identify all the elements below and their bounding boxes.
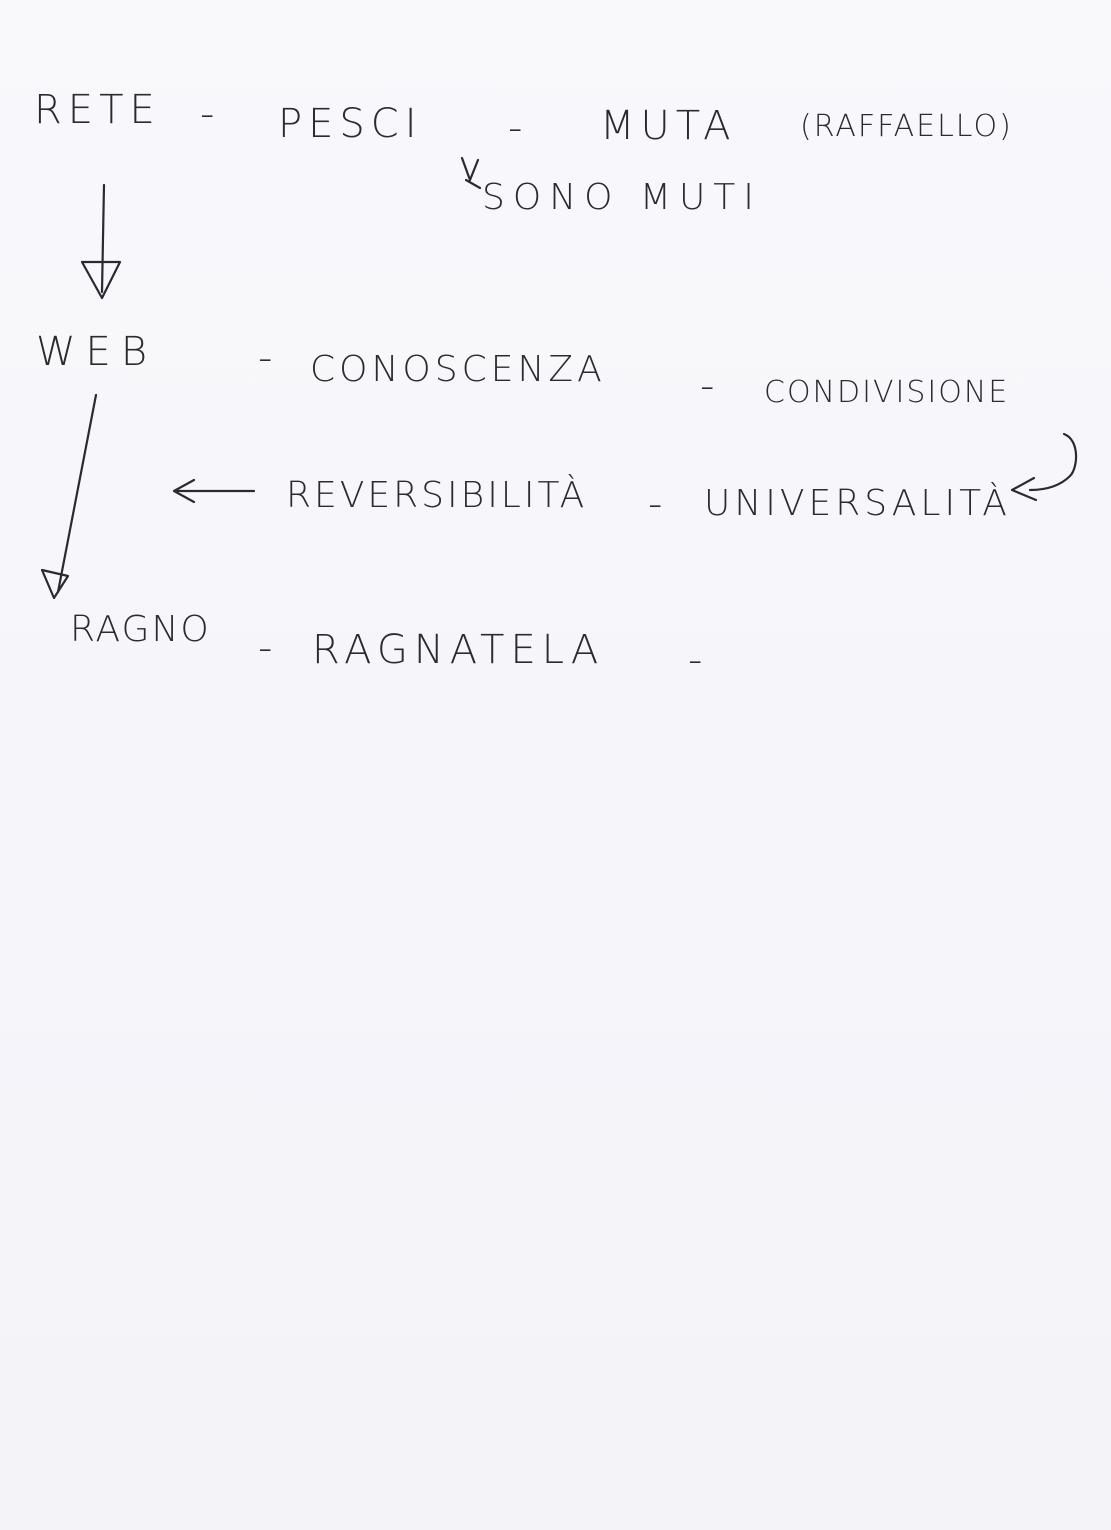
- dash-trailing: -: [688, 637, 709, 683]
- arrow-condivisione-head: [1012, 478, 1036, 500]
- word-ragnatela: RAGNATELA: [312, 627, 605, 673]
- word-muta: MUTA: [600, 103, 737, 149]
- arrow-left-reversibilita: [174, 480, 254, 502]
- word-raffaello: (RAFFAELLO): [800, 109, 1013, 144]
- dash-conoscenza-condivisione: -: [700, 363, 721, 409]
- dash-pesci-muta: -: [508, 105, 529, 151]
- dash-ragno-ragnatela: -: [258, 625, 279, 671]
- word-universalita: UNIVERSALITÀ: [704, 483, 1011, 524]
- word-ragno: RAGNO: [70, 609, 211, 650]
- dash-rete-pesci: -: [200, 91, 221, 137]
- word-conoscenza: CONOSCENZA: [310, 349, 606, 390]
- annotation-sono-muti: SONO MUTI: [482, 177, 762, 218]
- dash-web-conoscenza: -: [258, 335, 279, 381]
- annotation-caret-mark: [462, 158, 480, 188]
- word-pesci: PESCI: [278, 101, 423, 147]
- dash-reversibilita-universalita: -: [648, 481, 669, 527]
- word-rete: RETE: [34, 87, 161, 133]
- arrow-rete-to-web: [102, 185, 104, 292]
- word-reversibilita: REVERSIBILITÀ: [286, 475, 588, 516]
- word-web: WEB: [36, 329, 158, 375]
- arrow-web-to-ragno-head: [42, 570, 68, 598]
- arrow-condivisione-curve: [1030, 434, 1076, 490]
- arrow-web-to-ragno: [58, 395, 96, 592]
- word-condivisione: CONDIVISIONE: [764, 375, 1010, 410]
- arrow-rete-to-web-head: [82, 262, 120, 298]
